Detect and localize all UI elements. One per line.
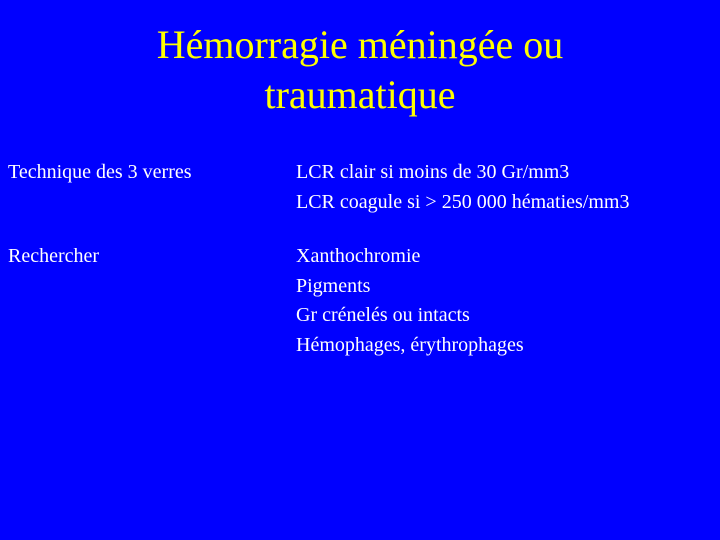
row-details: [296, 158, 629, 217]
detail-line: Xanthochromie: [296, 245, 421, 267]
detail-line: LCR coagule si > 250 000 hématies/mm3: [296, 190, 630, 213]
slide-title-line-1: Hémorragie méningée ou: [156, 22, 564, 67]
detail-line: Pigments: [296, 274, 371, 297]
slide-title: [60, 20, 660, 120]
row-details: [296, 242, 524, 360]
detail-line: Gr crénelés ou intacts: [296, 304, 470, 326]
row-label: Technique des 3 verres: [8, 161, 192, 183]
slide-title-line-2: traumatique: [264, 72, 456, 117]
detail-line: Hémophages, érythrophages: [296, 333, 524, 356]
row-label: Rechercher: [8, 245, 100, 267]
detail-line: LCR clair si moins de 30 Gr/mm3: [296, 161, 570, 183]
